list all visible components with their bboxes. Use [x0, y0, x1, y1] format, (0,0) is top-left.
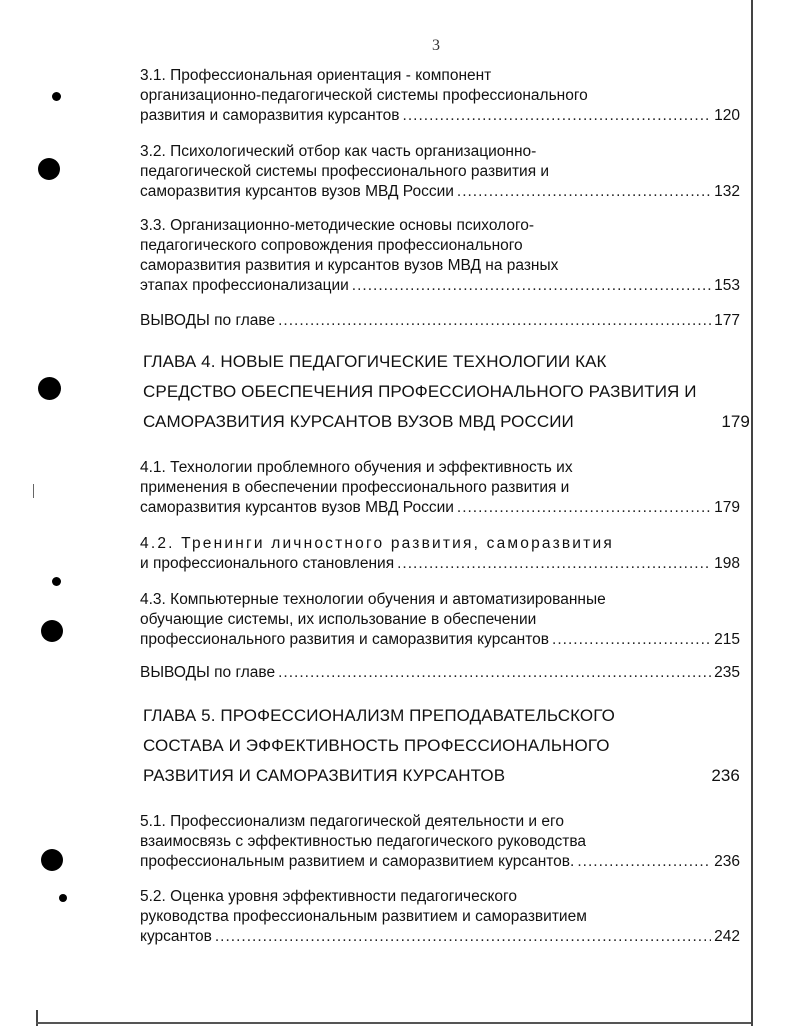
punch-hole-dot [52, 92, 61, 101]
toc-page-number: 132 [714, 183, 740, 200]
toc-entry-3-1 [140, 66, 740, 126]
toc-page-number: 198 [714, 555, 740, 572]
dot-leader [352, 276, 711, 296]
toc-entry-5-1 [140, 812, 740, 872]
toc-chapter-5 [143, 701, 753, 791]
toc-entry-line: ВЫВОДЫ по главе [140, 664, 276, 681]
dot-leader [278, 663, 711, 683]
toc-page-number: 120 [714, 107, 740, 124]
toc-entry-4-1 [140, 458, 740, 518]
toc-entry-3-3 [140, 216, 740, 296]
toc-entry-line: обучающие системы, их использование в обеспечении [140, 611, 537, 628]
scan-mark [33, 484, 34, 498]
punch-hole-dot [38, 158, 60, 180]
toc-entry-line: взаимосвязь с эффективностью педагогического руководства [140, 833, 587, 850]
chapter-title-line: ГЛАВА 4. НОВЫЕ ПЕДАГОГИЧЕСКИЕ ТЕХНОЛОГИИ КАК [143, 352, 607, 371]
chapter-title-line: ГЛАВА 5. ПРОФЕССИОНАЛИЗМ ПРЕПОДАВАТЕЛЬСКОГО [143, 706, 615, 725]
punch-hole-dot [59, 894, 67, 902]
dot-leader [278, 311, 711, 331]
toc-page-number: 215 [714, 631, 740, 648]
toc-page-number: 177 [714, 312, 740, 329]
toc-page-number: 236 [711, 766, 740, 785]
toc-leader-row [140, 276, 740, 296]
toc-entry-line: профессиональным развитием и саморазвитием курсантов. [140, 853, 575, 870]
toc-entry-4-3 [140, 590, 740, 650]
toc-page-number: 153 [714, 277, 740, 294]
toc-entry-line: профессионального развития и саморазвития курсантов [140, 631, 550, 648]
punch-hole-dot [41, 849, 63, 871]
punch-hole-dot [38, 377, 61, 400]
chapter-title-line: СРЕДСТВО ОБЕСПЕЧЕНИЯ ПРОФЕССИОНАЛЬНОГО РАЗВИТИЯ И [143, 382, 697, 401]
chapter-title-text: РАЗВИТИЯ И САМОРАЗВИТИЯ КУРСАНТОВ [143, 766, 506, 785]
toc-entry-line: ВЫВОДЫ по главе [140, 312, 276, 329]
toc-entry-line: саморазвития курсантов вузов МВД России [140, 183, 454, 200]
page-number: 3 [432, 37, 440, 54]
toc-entry-line: саморазвития развития и курсантов вузов МВД на разных [140, 257, 559, 274]
dot-leader [457, 182, 711, 202]
toc-entry-line: 4.1. Технологии проблемного обучения и эффективность их [140, 459, 573, 476]
toc-entry-line: 3.1. Профессиональная ориентация - компонент [140, 67, 492, 84]
toc-entry-line: педагогической системы профессионального развития и [140, 163, 550, 180]
scan-edge-right [751, 0, 753, 1026]
toc-chapter-4 [143, 347, 753, 437]
toc-leader-row [140, 630, 740, 650]
toc-page-number: 179 [721, 412, 750, 431]
toc-leader-row [140, 927, 740, 947]
toc-leader-row [140, 852, 740, 872]
toc-entry-conclusions-ch3 [140, 311, 740, 331]
toc-page-number: 242 [714, 928, 740, 945]
toc-leader-row [140, 106, 740, 126]
toc-entry-conclusions-ch4 [140, 663, 740, 683]
toc-page-number: 236 [714, 853, 740, 870]
toc-leader-row [140, 663, 740, 683]
dot-leader [397, 554, 711, 574]
toc-entry-line: 4.3. Компьютерные технологии обучения и автоматизированные [140, 591, 606, 608]
punch-hole-dot [41, 620, 63, 642]
toc-entry-line: развития и саморазвития курсантов [140, 107, 400, 124]
toc-entry-line: курсантов [140, 928, 212, 945]
toc-entry-line: 5.1. Профессионализм педагогической деятельности и его [140, 813, 564, 830]
toc-entry-line: саморазвития курсантов вузов МВД России [140, 499, 454, 516]
toc-page-number: 235 [714, 664, 740, 681]
chapter-title-text: САМОРАЗВИТИЯ КУРСАНТОВ ВУЗОВ МВД РОССИИ [143, 412, 574, 431]
dot-leader [552, 630, 711, 650]
toc-entry-line: 3.2. Психологический отбор как часть организационно- [140, 143, 537, 160]
toc-leader-row [140, 311, 740, 331]
dot-leader [215, 927, 711, 947]
toc-entry-4-2 [140, 534, 740, 574]
punch-hole-dot [52, 577, 61, 586]
toc-entry-line: организационно-педагогической системы профессионального [140, 87, 588, 104]
chapter-title-line [143, 761, 753, 791]
dot-leader [457, 498, 711, 518]
toc-entry-line: руководства профессиональным развитием и саморазвитием [140, 908, 587, 925]
chapter-title-line: СОСТАВА И ЭФФЕКТИВНОСТЬ ПРОФЕССИОНАЛЬНОГО [143, 736, 610, 755]
dot-leader [403, 106, 712, 126]
toc-entry-line: этапах профессионализации [140, 277, 349, 294]
toc-leader-row [140, 554, 740, 574]
toc-entry-5-2 [140, 887, 740, 947]
toc-entry-line: педагогического сопровождения профессионального [140, 237, 523, 254]
toc-entry-line: 5.2. Оценка уровня эффективности педагогического [140, 888, 517, 905]
toc-leader-row [140, 182, 740, 202]
toc-entry-3-2 [140, 142, 740, 202]
toc-entry-line: применения в обеспечении профессионального развития и [140, 479, 570, 496]
chapter-title-line [143, 407, 753, 437]
toc-page-number: 179 [714, 499, 740, 516]
toc-entry-line: 3.3. Организационно-методические основы психолого- [140, 217, 535, 234]
scan-edge-bottom [36, 1022, 751, 1024]
dot-leader [577, 852, 711, 872]
toc-entry-line: 4.2. Тренинги личностного развития, саморазвития [140, 535, 614, 552]
toc-entry-line: и профессионального становления [140, 555, 395, 572]
toc-leader-row [140, 498, 740, 518]
